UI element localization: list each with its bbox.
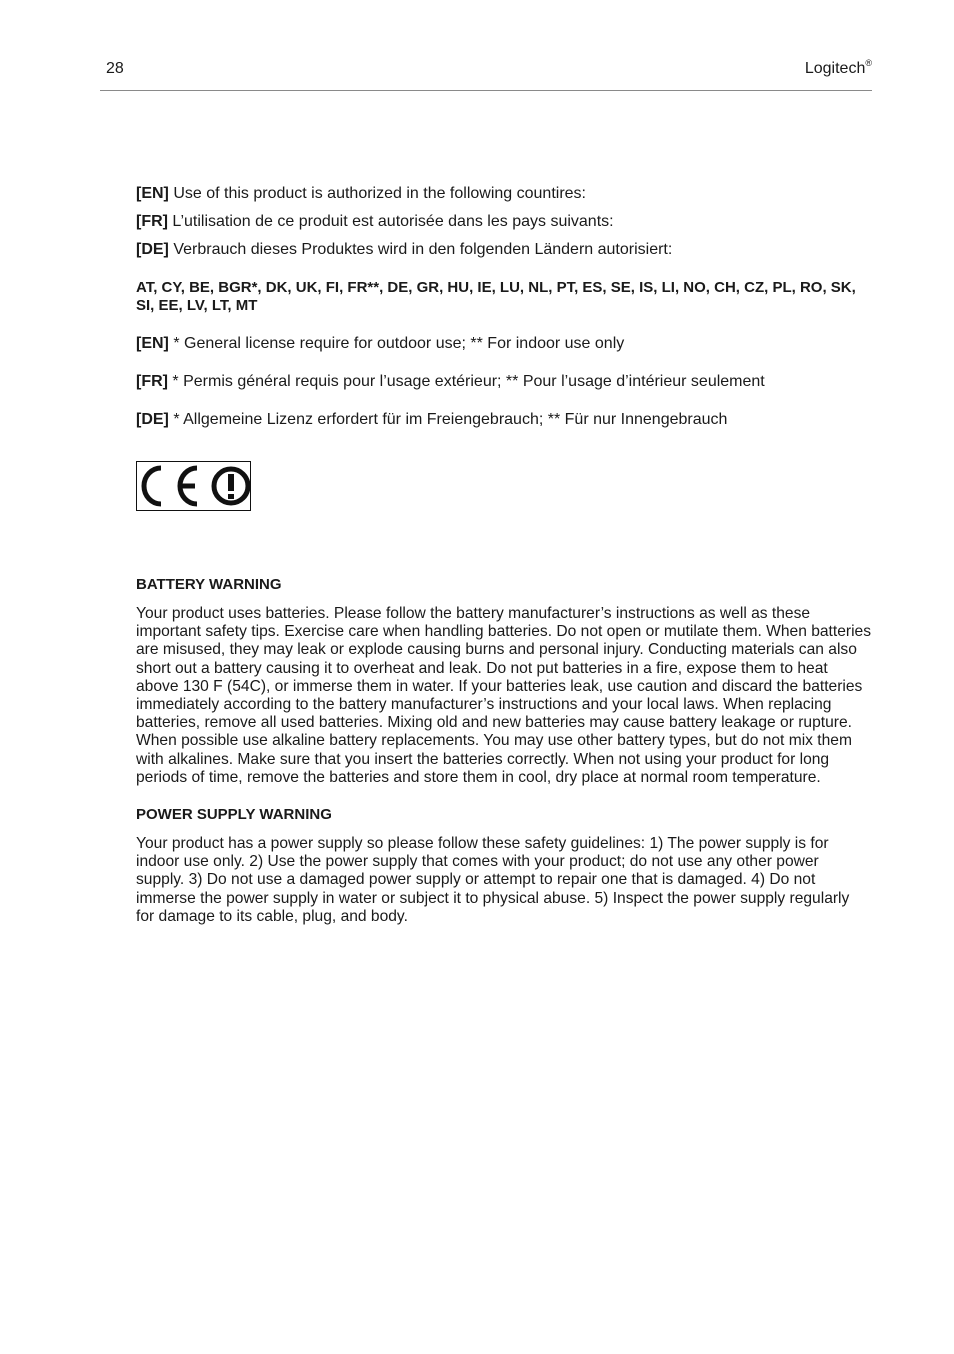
battery-warning-heading: BATTERY WARNING [136,576,282,593]
page-number: 28 [106,60,124,77]
license-note-de [136,409,871,431]
lang-code: [EN] [136,335,169,352]
license-note-en [136,333,871,355]
registered-mark: ® [865,58,872,68]
ce-alert-mark-graphic [137,462,250,510]
brand-text: Logitech [804,60,866,77]
ce-alert-mark-icon [136,461,251,511]
note-text: * Allgemeine Lizenz erfordert für im Freiengebrauch; ** Für nur Innengebrauch [168,411,728,428]
lang-code: [DE] [136,241,169,258]
authorization-text: L’utilisation de ce produit est autorisée dans les pays suivants: [167,213,614,230]
brand-name [805,60,872,78]
license-notes [136,333,871,431]
battery-warning-body: Your product uses batteries. Please follow the battery manufacturer’s instructions as well as these important safety tips. Exercise care when handling batteries. Do not open or mutilate them. When batteries are misused, they may leak or explode causing burns and personal injury. Conducting materials can also short out a battery causing it to overheat and leak. Do not put batteries in a fire, expose them to heat above 130 F (54C), or immerse them in water. If your batteries leak, use caution and discard the batteries immediately according to the battery manufacturer’s instructions and your local laws. When replacing batteries, remove all used batteries. Mixing old and new batteries may cause battery leakage or rupture. When possible use alkaline battery replacements. You may use other battery types, but do not mix them with alkalines. Make sure that you insert the batteries correctly. When not using your product for long periods of time, remove the batteries and store them in cool, dry place at normal room temperature. [136,605,872,786]
country-list: AT, CY, BE, BGR*, DK, UK, FI, FR**, DE, GR, HU, IE, LU, NL, PT, ES, SE, IS, LI, NO, CH, CZ, PL, RO, SK, SI, EE, LV, LT, MT [136,279,856,314]
lang-code: [FR] [136,213,168,230]
license-note-fr [136,371,871,393]
lang-code: [FR] [136,373,168,390]
authorization-text: Verbrauch dieses Produktes wird in den folgenden Ländern autorisiert: [168,241,673,258]
lang-code: [EN] [136,185,169,202]
lang-code: [DE] [136,411,169,428]
authorization-statements [136,183,871,261]
authorization-text: Use of this product is authorized in the following countires: [168,185,586,202]
authorization-line-fr [136,211,871,233]
note-text: * General license require for outdoor use; ** For indoor use only [168,335,625,352]
power-supply-warning-heading: POWER SUPPLY WARNING [136,806,332,824]
authorization-line-en [136,183,871,205]
page-content [136,183,871,926]
page-header [100,58,872,91]
authorization-line-de [136,239,871,261]
power-supply-warning-body: Your product has a power supply so please follow these safety guidelines: 1) The power supply is for indoor use only. 2) Use the power supply that comes with your product; do not use any other power supply. 3) Do not use a damaged power supply or attempt to repair one that is damaged. 4) Do not immerse the power supply in water or subject it to physical abuse. 5) Inspect the power supply regularly for damage to its cable, plug, and body. [136,835,850,925]
note-text: * Permis général requis pour l’usage extérieur; ** Pour l’usage d’intérieur seulement [167,373,765,390]
